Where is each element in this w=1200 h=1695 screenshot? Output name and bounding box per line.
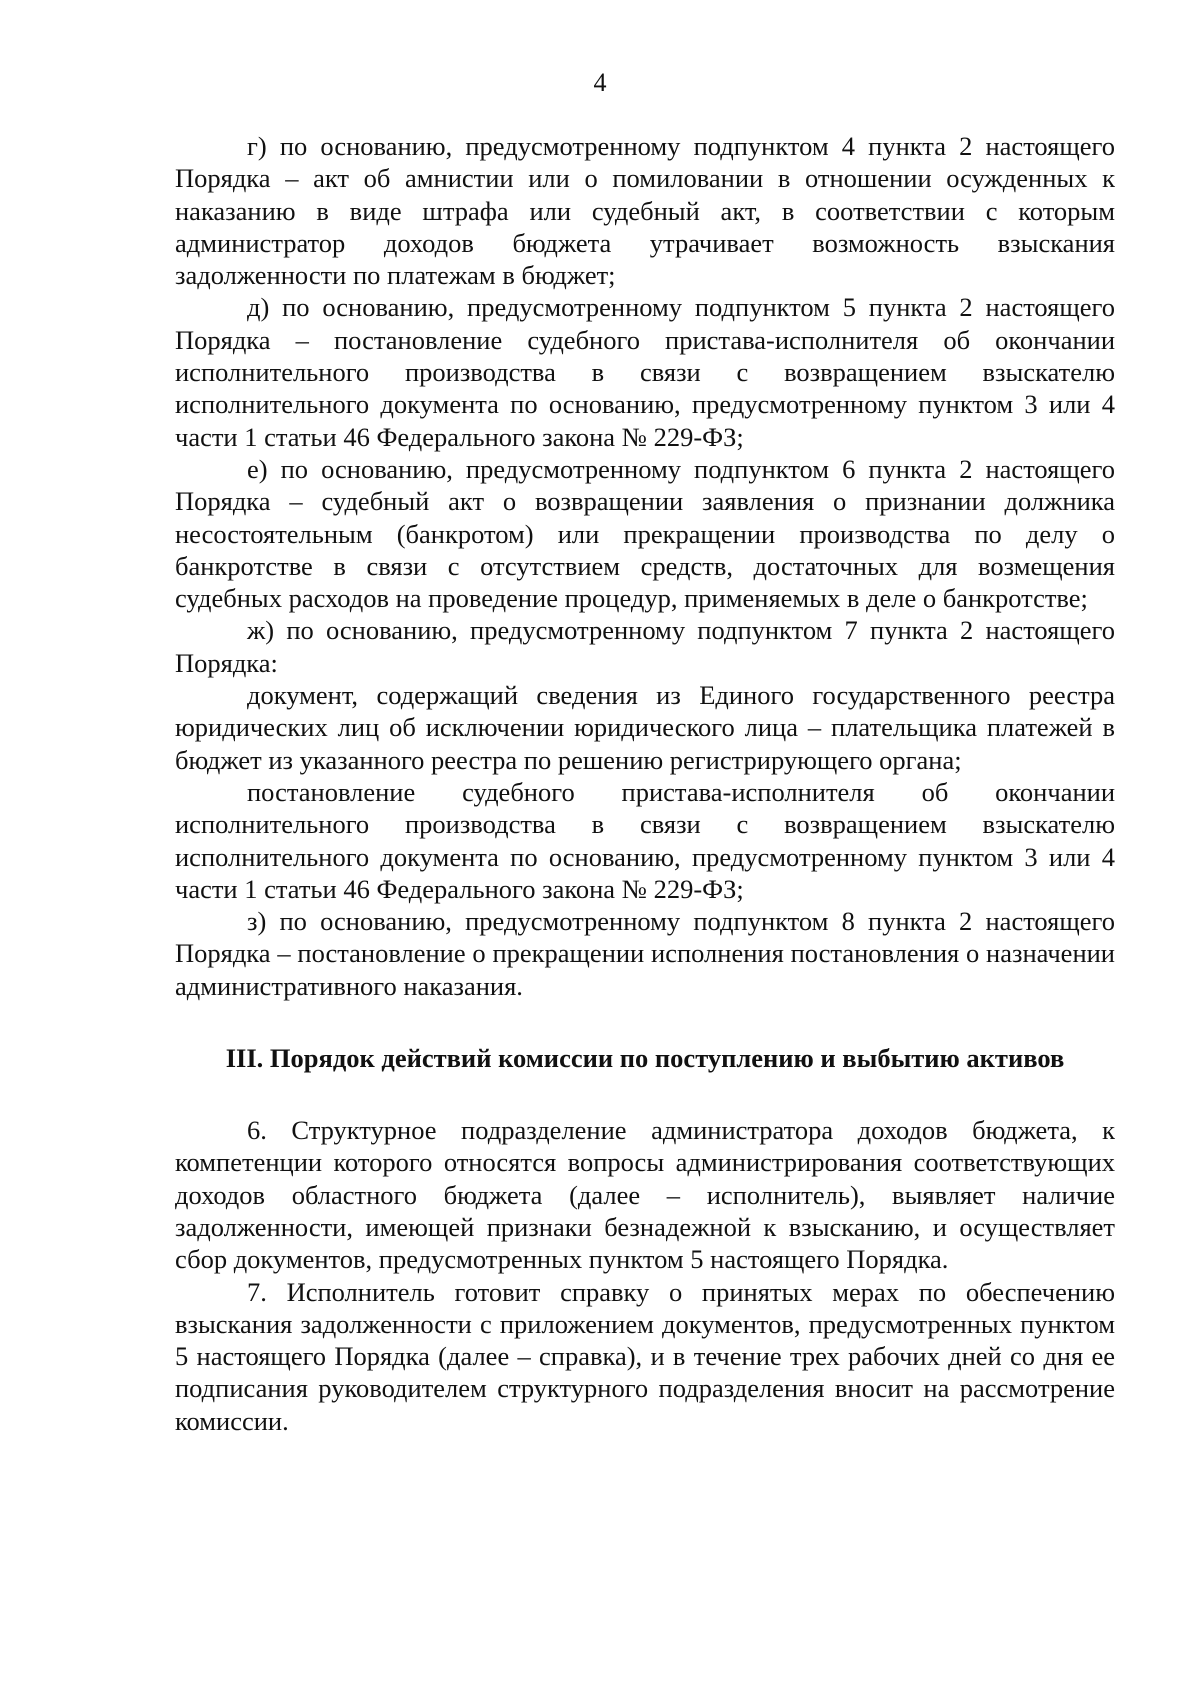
paragraph-item-zh-document: документ, содержащий сведения из Единого государственного реестра юридических лиц об исключении юридического лица – плательщика платежей в бюджет из указанного реестра по решению регистрирующего органа; <box>175 680 1115 775</box>
paragraph-item-z: з) по основанию, предусмотренному подпунктом 8 пункта 2 настоящего Порядка – постановление о прекращении исполнения постановления о назначении административного наказания. <box>175 906 1115 1001</box>
document-body <box>175 130 1115 1437</box>
paragraph-clause-6: 6. Структурное подразделение администратора доходов бюджета, к компетенции которого относятся вопросы администрирования соответствующих доходов областного бюджета (далее – исполнитель), выявляет наличие задолженности, имеющей признаки безнадежной к взысканию, и осуществляет сбор документов, предусмотренных пунктом 5 настоящего Порядка. <box>175 1115 1115 1275</box>
paragraph-item-g: г) по основанию, предусмотренному подпунктом 4 пункта 2 настоящего Порядка – акт об амнистии или о помиловании в отношении осужденных к наказанию в виде штрафа или судебный акт, в соответствии с которым администратор доходов бюджета утрачивает возможность взыскания задолженности по платежам в бюджет; <box>175 131 1115 291</box>
page-number: 4 <box>593 68 607 97</box>
paragraph-item-zh-resolution: постановление судебного пристава-исполнителя об окончании исполнительного производства в связи с возвращением взыскателю исполнительного документа по основанию, предусмотренному пунктом 3 или 4 части 1 статьи 46 Федерального закона № 229-ФЗ; <box>175 776 1115 904</box>
paragraph-item-d: д) по основанию, предусмотренному подпунктом 5 пункта 2 настоящего Порядка – постановление судебного пристава-исполнителя об окончании исполнительного производства в связи с возвращением взыскателю исполнительного документа по основанию, предусмотренному пунктом 3 или 4 части 1 статьи 46 Федерального закона № 229-ФЗ; <box>175 292 1115 452</box>
paragraph-item-e: е) по основанию, предусмотренному подпунктом 6 пункта 2 настоящего Порядка – судебный акт о возвращении заявления о признании должника несостоятельным (банкротом) или прекращении производства по делу о банкротстве в связи с отсутствием средств, достаточных для возмещения судебных расходов на проведение процедур, применяемых в деле о банкротстве; <box>175 453 1115 614</box>
paragraph-item-zh: ж) по основанию, предусмотренному подпунктом 7 пункта 2 настоящего Порядка: <box>175 615 1115 678</box>
paragraph-clause-7: 7. Исполнитель готовит справку о принятых мерах по обеспечению взыскания задолженности с приложением документов, предусмотренных пунктом 5 настоящего Порядка (далее – справка), и в течение трех рабочих дней со дня ее подписания руководителем структурного подразделения вносит на рассмотрение комиссии. <box>175 1276 1115 1436</box>
section-heading: III. Порядок действий комиссии по поступлению и выбытию активов <box>225 1043 1065 1074</box>
